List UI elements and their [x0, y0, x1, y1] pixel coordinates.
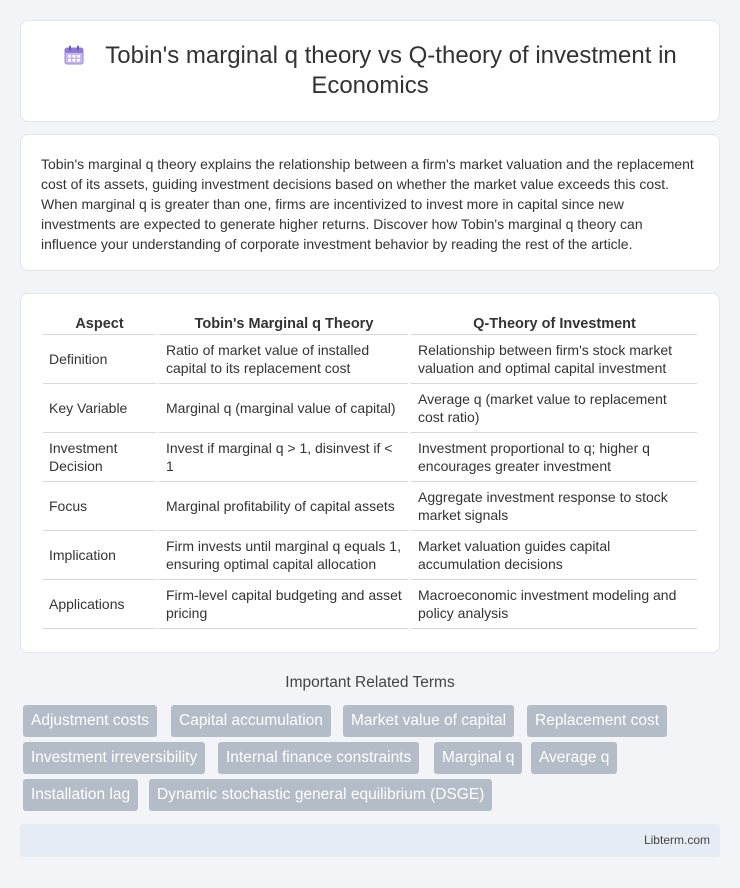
- row-qtheory-cell: Macroeconomic investment modeling and policy analysis: [408, 580, 697, 629]
- row-tobin-cell: Invest if marginal q > 1, disinvest if < 1: [156, 433, 408, 482]
- row-aspect: Investment Decision: [43, 433, 156, 482]
- row-qtheory-cell: Aggregate investment response to stock market signals: [408, 482, 697, 531]
- tag-installation-lag[interactable]: Installation lag: [23, 779, 138, 811]
- header-tobins-marginal-q: Tobin's Marginal q Theory: [156, 314, 408, 335]
- table-row: [43, 482, 697, 531]
- row-tobin-cell: Firm invests until marginal q equals 1, ensuring optimal capital allocation: [156, 531, 408, 580]
- footer: [20, 824, 720, 857]
- table-header-row: [43, 314, 697, 335]
- tag-market-value-of-capital[interactable]: Market value of capital: [343, 705, 514, 737]
- tag-marginal-q[interactable]: Marginal q: [434, 742, 522, 774]
- row-aspect: Applications: [43, 580, 156, 629]
- row-aspect: Definition: [43, 335, 156, 384]
- intro-paragraph: Tobin's marginal q theory explains the relationship between a firm's market valuation and the replacement cost of its assets, guiding investment decisions based on whether the market value exceeds this cost. When marginal q is greater than one, firms are incentivized to invest more in capital since new investments are expected to generate higher returns. Discover how Tobin's marginal q theory can influence your understanding of corporate investment behavior by reading the rest of the article.: [41, 156, 694, 252]
- title-card: [20, 20, 720, 122]
- row-aspect: Focus: [43, 482, 156, 531]
- row-qtheory-cell: Market valuation guides capital accumulation decisions: [408, 531, 697, 580]
- header-aspect: Aspect: [43, 314, 156, 335]
- tag-replacement-cost[interactable]: Replacement cost: [527, 705, 667, 737]
- row-aspect: Implication: [43, 531, 156, 580]
- intro-card: [20, 134, 720, 271]
- table-row: [43, 384, 697, 433]
- row-tobin-cell: Marginal q (marginal value of capital): [156, 384, 408, 433]
- tag-capital-accumulation[interactable]: Capital accumulation: [171, 705, 331, 737]
- tag-dsge[interactable]: Dynamic stochastic general equilibrium (DSGE): [149, 779, 492, 811]
- table-row: [43, 433, 697, 482]
- comparison-table: [43, 314, 697, 629]
- tag-average-q[interactable]: Average q: [531, 742, 617, 774]
- row-tobin-cell: Ratio of market value of installed capital to its replacement cost: [156, 335, 408, 384]
- table-row: [43, 335, 697, 384]
- row-tobin-cell: Marginal profitability of capital assets: [156, 482, 408, 531]
- table-row: [43, 580, 697, 629]
- tag-internal-finance-constraints[interactable]: Internal finance constraints: [218, 742, 419, 774]
- header-q-theory: Q-Theory of Investment: [408, 314, 697, 335]
- related-terms-title: Important Related Terms: [285, 674, 455, 691]
- tag-adjustment-costs[interactable]: Adjustment costs: [23, 705, 157, 737]
- comparison-card: [20, 293, 720, 653]
- table-row: [43, 531, 697, 580]
- page-title: Tobin's marginal q theory vs Q-theory of investment in Economics: [105, 42, 677, 99]
- footer-site-link[interactable]: Libterm.com: [643, 833, 710, 847]
- row-qtheory-cell: Relationship between firm's stock market valuation and optimal capital investment: [408, 335, 697, 384]
- calendar-icon: [63, 44, 85, 66]
- row-qtheory-cell: Investment proportional to q; higher q encourages greater investment: [408, 433, 697, 482]
- row-aspect: Key Variable: [43, 384, 156, 433]
- row-tobin-cell: Firm-level capital budgeting and asset pricing: [156, 580, 408, 629]
- row-qtheory-cell: Average q (market value to replacement cost ratio): [408, 384, 697, 433]
- tag-investment-irreversibility[interactable]: Investment irreversibility: [23, 742, 205, 774]
